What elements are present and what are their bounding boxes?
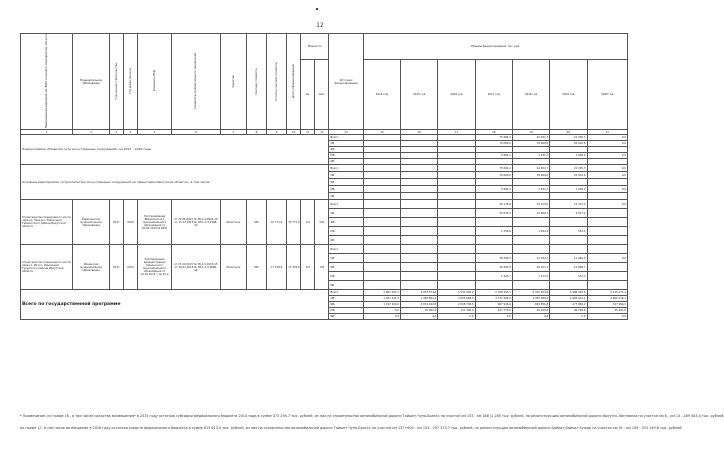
value-cell: 2 909 001,1 [550,296,587,302]
value-cell: 25 125,0 [512,200,549,209]
source-label: Всего [329,245,363,254]
value-cell [475,218,512,227]
value-cell: 5 708 453,7 [475,290,512,296]
object-customer: областное [220,200,246,245]
col-num: 3 [109,130,123,135]
header-cap-val: вел. [315,59,329,129]
value-cell [363,193,400,200]
value-cell: 0,0 [587,314,627,320]
value-cell: 36 583,8 [475,263,512,272]
value-cell [587,209,627,218]
col-num: 7 [220,130,246,135]
source-label: МБ [329,308,363,314]
source-label: ОБ [329,141,363,147]
object-share: 0,0 [301,245,315,290]
value-cell [401,272,438,281]
value-cell [587,281,627,290]
value-cell [438,272,475,281]
value-cell [512,281,549,290]
value-cell: 10 899,7 [550,263,587,272]
value-cell [401,281,438,290]
value-cell [401,209,438,218]
value-cell [587,245,627,254]
col-num: 2 [73,130,109,135]
value-cell: 38 509,5 [475,254,512,263]
object-rest: 70 771,5 [287,200,301,245]
value-cell: 237 775,6 [475,308,512,314]
value-cell [475,236,512,245]
value-cell [401,172,438,179]
header-funding: Объемы финансирования, тыс. руб. [363,34,627,60]
object-share: 0,0 [301,200,315,245]
section-row [21,165,628,172]
value-cell [512,236,549,245]
value-cell: 33 630,3 [475,209,512,218]
header-expert: Реквизиты положительного заключения [172,34,220,130]
source-label: ОБ [329,254,363,263]
value-cell: 20 010,6 [550,172,587,179]
object-end: 2019 [123,200,137,245]
value-cell: 0,0 [587,153,627,159]
col-num: 4 [123,130,137,135]
value-cell [587,193,627,200]
value-cell: 1 090,0 [550,186,587,193]
value-cell [550,236,587,245]
value-cell [401,200,438,209]
object-cost: 77 478,6 [266,245,286,290]
value-cell [363,254,400,263]
value-cell: 0,0 [401,314,438,320]
value-cell: 75 684,2 [475,135,512,141]
source-label: МБ [329,186,363,193]
object-rest: 77 478,6 [287,245,301,290]
value-cell [363,236,400,245]
object-cost: 70 771,5 [266,200,286,245]
value-cell [363,227,400,236]
header-end: Год ввода объекта [123,34,137,130]
header-start: Год начала строительства [109,34,123,130]
footnote-2: по графе 17, в том числе возмещение в 2016 году остатков средств федерального бюджета в сумме 615 613,5 тыс. рублей, из них на строительство автомобильной дороги Тайшет-Чуна-Братск на участке км 137+600 - км 153 - 297 373,7 тыс. рублей, на реконструкцию автомобильной дороги Байкал Байкал Хужир на участке км 91 - км 109 - 315 249,6 тыс. рублей. [20,426,683,430]
source-label: ОБ [329,209,363,218]
value-cell [512,218,549,227]
header-cost: Сметная стоимость [246,34,266,130]
value-cell: 70 000,0 [475,141,512,147]
object-psd: Постановление Бирюсинского муниципального образования от 25.05.2015 № 86-П [137,200,171,245]
value-cell [401,227,438,236]
value-cell [363,218,400,227]
value-cell: 0,0 [587,254,627,263]
value-cell [363,172,400,179]
value-cell: 5 419 171,1 [587,290,627,296]
value-cell: 40 295,8 [512,308,549,314]
col-num: 15 [363,130,400,135]
value-cell [438,193,475,200]
col-num: 10 [287,130,301,135]
value-cell [438,165,475,172]
col-num: 16 [401,130,438,135]
value-cell: 1 090,0 [550,153,587,159]
value-cell: 39 000,0 [512,172,549,179]
value-cell: 0,0 [587,135,627,141]
header-share: Доля софинансирования [287,34,301,130]
value-cell [401,245,438,254]
value-cell [587,236,627,245]
value-cell: 477 984,2 [550,302,587,308]
table-body [21,135,628,320]
value-cell [401,179,438,186]
value-cell: 0,0 [550,314,587,320]
object-mo: Бирюсинское муниципальное образование [73,200,109,245]
value-cell: 35 301,0 [587,308,627,314]
value-cell [438,179,475,186]
col-num: 20 [550,130,587,135]
value-cell: 9 917,2 [550,209,587,218]
object-cap: 105 [315,245,329,290]
col-num: 21 [587,130,627,135]
value-cell: 1 294,3 [512,227,549,236]
source-label: ИИ [329,281,363,290]
value-cell [401,186,438,193]
value-cell [401,193,438,200]
year-2016: 2016 год [438,59,475,129]
source-label: МБ [329,153,363,159]
value-cell [363,281,400,290]
col-num: 6 [172,130,220,135]
source-label: Всего [329,290,363,296]
value-cell: 70 000,0 [401,308,438,314]
value-cell [363,209,400,218]
value-cell: 0,0 [587,141,627,147]
value-cell: 3 955 899,2 [512,296,549,302]
value-cell: 4 033 574,6 [401,290,438,296]
value-cell [363,263,400,272]
value-cell [401,218,438,227]
value-cell: 2 074 420,8 [401,302,438,308]
value-cell: 11 464,0 [550,254,587,263]
value-cell [401,254,438,263]
value-cell: 4 435 668,9 [438,296,475,302]
value-cell: 5 475 633,0 [512,290,549,296]
page-mark [316,8,318,10]
col-num: 18 [475,130,512,135]
value-cell [475,179,512,186]
value-cell [587,179,627,186]
value-cell [512,193,549,200]
object-row [21,200,628,209]
value-cell: 0,0 [512,314,549,320]
value-cell [438,281,475,290]
header-row [21,34,628,60]
value-cell: 2 900 216,1 [587,296,627,302]
value-cell: 1 401 202,7 [363,296,400,302]
value-cell [438,172,475,179]
header-name: Наименование мероприятия, ВЦП, основного мероприятия, объекта [21,34,73,130]
value-cell [438,245,475,254]
value-cell [550,281,587,290]
value-cell: 131 300,0 [438,308,475,314]
year-2017: 2017 год [475,59,512,129]
value-cell: 0,0 [475,314,512,320]
source-label: ИИ [329,159,363,165]
value-cell [550,245,587,254]
value-cell: 5 684,2 [475,186,512,193]
col-num: 9 [266,130,286,135]
value-cell [512,179,549,186]
value-cell [550,218,587,227]
object-start: 2017 [109,200,123,245]
year-2014: 2014 год [363,59,400,129]
value-cell: 75 684,2 [475,165,512,172]
value-cell: 327 984,2 [587,302,627,308]
value-cell: 39 000,0 [512,141,549,147]
value-cell: 5 386 545,8 [550,290,587,296]
value-cell [363,200,400,209]
source-label: ФБ [329,179,363,186]
value-cell [363,179,400,186]
source-label: ФБ [329,147,363,153]
value-cell [550,179,587,186]
value-cell: 21 005,3 [550,165,587,172]
value-cell [438,186,475,193]
value-cell: 0,0 [363,308,400,314]
source-label: Всего [329,165,363,172]
value-cell [438,227,475,236]
value-cell: 27 794,7 [512,254,549,263]
value-cell: 70 000,0 [475,172,512,179]
value-cell: 35 176,8 [475,200,512,209]
value-cell: 0,0 [587,165,627,172]
source-label: Всего [329,135,363,141]
page-number: 12 [316,22,324,29]
source-label: МБ [329,272,363,281]
source-label: Всего [329,200,363,209]
value-cell: 0,0 [587,200,627,209]
value-cell: 1 197 160,0 [363,302,400,308]
value-cell [438,236,475,245]
object-cap: 202 [315,200,329,245]
header-rest: Остаток сметной стоимости [266,34,286,130]
value-cell: 0,0 [587,172,627,179]
value-cell [438,218,475,227]
value-cell: 2 008 736,5 [438,302,475,308]
value-cell [475,193,512,200]
value-cell: 42 631,7 [512,165,549,172]
object-row [21,245,628,254]
header-capacity: Мощность [301,34,329,60]
col-num: 8 [246,130,266,135]
source-label: ФБ [329,302,363,308]
value-cell: 10 473,4 [550,200,587,209]
section-title: Подпрограмма «Развитие сети искусственных сооружений» на 2017 – 2020 годы [21,135,329,165]
value-cell: 0,0 [363,314,400,320]
footnote-1: * Примечание: по графе 16 , в том числе средства возмещения* в 2015 году остатков субсидии федерального бюджета 2014 года в сумме 473 294,7 тыс. рублей, из них на строительство автомобильной дороги Тайшет-Чуна-Братск на участке км 153 - км 168 (1 285 тыс. рублей, на реконструкцию автомобильной дороги Иркутск-Листвянка на участке км 6 - км 13 - 289 083,4 тыс. рублей; [20,414,724,418]
col-num: 1 [21,130,73,135]
value-cell [363,186,400,193]
value-cell: 23 000,7 [512,209,549,218]
value-cell: 40 295,8 [550,308,587,314]
object-start: 2017 [109,245,123,290]
object-name: Строительство пешеходного моста через р. Ия в п. Ильинский Тулунского района Иркутской области [21,245,73,290]
object-customer: областное [220,245,246,290]
value-cell: 5 541 006,2 [438,290,475,296]
value-cell: 665 856,8 [512,302,549,308]
source-label: ОБ [329,296,363,302]
object-unit: ГБУ [246,245,266,290]
value-cell: 553,1 [550,227,587,236]
value-cell: 1 958 802,2 [401,296,438,302]
value-cell: 573,3 [550,272,587,281]
header-mo: Муниципальное образование [73,34,109,130]
col-num: 13 [329,130,363,135]
program-table [20,33,628,320]
header-cap-unit: ед. [301,59,315,129]
header-psd: Реквизиты ПСД [137,34,171,130]
col-num: 19 [512,130,549,135]
value-cell: 2 661 202,7 [363,290,400,296]
year-2018: 2018 год [512,59,549,129]
year-2015: 2015 год [401,59,438,129]
value-cell [512,245,549,254]
value-cell: 20 010,6 [550,141,587,147]
year-2019: 2019 год [550,59,587,129]
object-unit: ГБУ [246,200,266,245]
value-cell [363,245,400,254]
value-cell: 4 727 209,2 [475,296,512,302]
header-source: Источник финансирования [329,34,363,130]
value-cell [587,272,627,281]
value-cell: 42 631,7 [512,135,549,141]
col-num: 11 [301,130,315,135]
source-label: ИИ [329,314,363,320]
value-cell [587,218,627,227]
value-cell: 2 631,7 [512,186,549,193]
value-cell [438,209,475,218]
value-cell: 5 684,2 [475,153,512,159]
object-expert: от 20.05.2015 № 38-1-4-0944-15 от 15.12.2015 № 38-1-1-3-2396-15 [172,200,220,245]
value-cell [363,165,400,172]
value-cell [587,263,627,272]
value-cell: 0,0 [587,186,627,193]
value-cell [438,254,475,263]
value-cell: 26 251,3 [512,263,549,272]
value-cell [401,165,438,172]
value-cell [438,200,475,209]
source-label: ФБ [329,263,363,272]
value-cell: 0,0 [438,314,475,320]
section-title: Основное мероприятие «Строительство искусственных сооружений на территории Иркутской области», в том числе: [21,165,329,200]
year-2020: 2020 год [587,59,627,129]
value-cell [363,272,400,281]
source-label: ИИ [329,236,363,245]
value-cell: 1 556,8 [475,227,512,236]
object-name: Строительство пешеходного моста через р. Чуна в п. Бирюсинск Тайшетского района Иркутской области [21,200,73,245]
col-num: 17 [438,130,475,135]
object-expert: от 27.09.2015 № 38-1-5-1003-15 от 28.01.2016 № 38-1-1-3-0080-16 [172,245,220,290]
value-cell [438,263,475,272]
header-customer: Заказчик [220,34,246,130]
object-end: 2019 [123,245,137,290]
col-num: 5 [137,130,171,135]
value-cell: 1 925,7 [475,272,512,281]
source-label: МБ [329,227,363,236]
value-cell [475,245,512,254]
source-label: ФБ [329,218,363,227]
value-cell [475,281,512,290]
object-mo: Ильинское муниципальное образование [73,245,109,290]
source-label: ОБ [329,172,363,179]
total-label: Всего по государственной программе [21,290,329,320]
value-cell [401,263,438,272]
col-num: 12 [315,130,329,135]
value-cell: 967 936,0 [475,302,512,308]
object-psd: Распоряжение администрации Ильинского муниципального образования от 14.10.2014 г. № 15-р [137,245,171,290]
value-cell [587,227,627,236]
value-cell: 2 631,7 [512,153,549,159]
source-label: ИИ [329,193,363,200]
value-cell: 1 373,4 [512,272,549,281]
value-cell: 21 005,3 [550,135,587,141]
value-cell [401,236,438,245]
value-cell [550,193,587,200]
